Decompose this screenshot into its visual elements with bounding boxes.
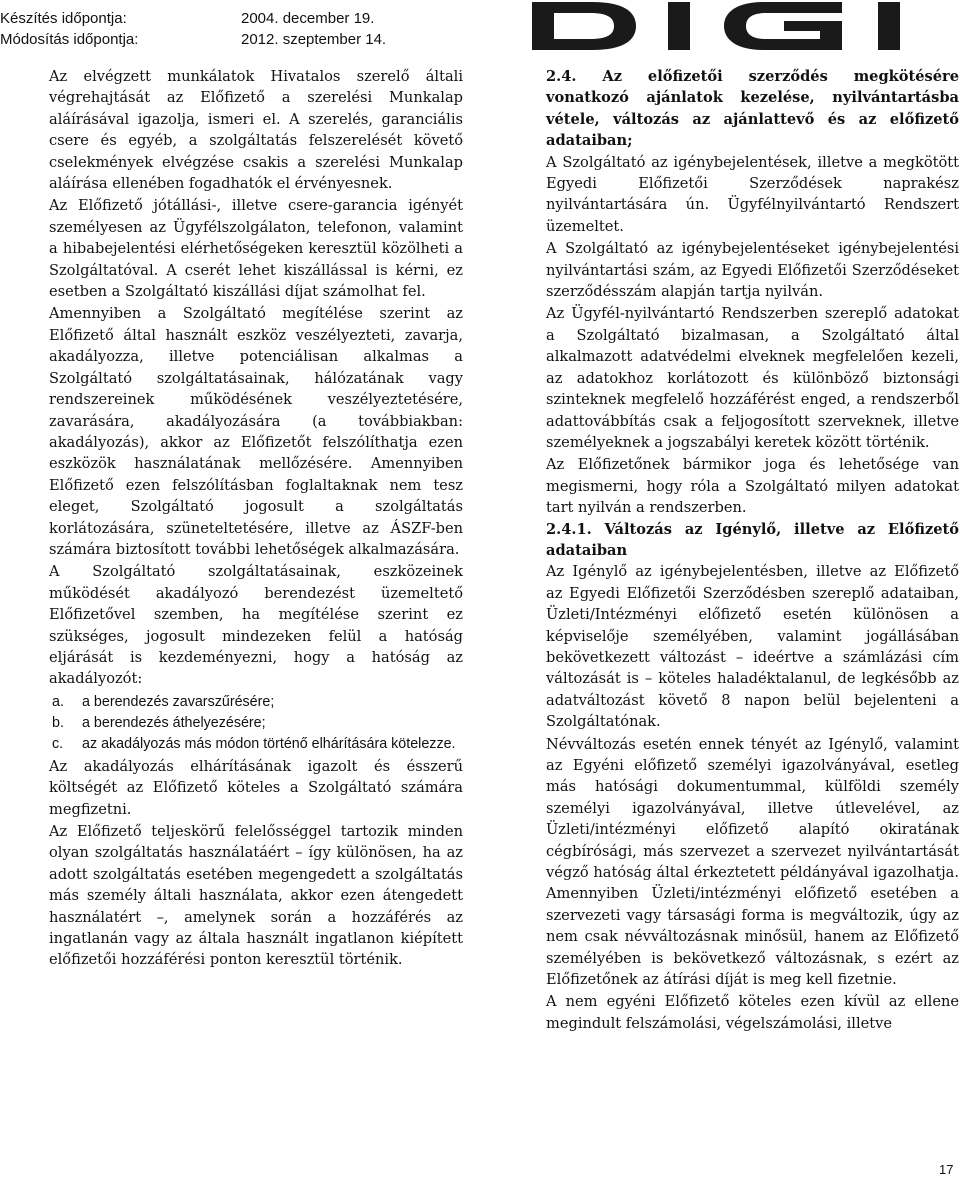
- list-text: az akadályozás más módon történő elhárítására kötelezze.: [82, 735, 456, 752]
- paragraph-subscriber-rights: Az Előfizetőnek bármikor joga és lehetősége van megismerni, hogy róla a Szolgáltató milyen adatokat tart nyilván a rendszerben.: [546, 456, 959, 517]
- paragraph-register: A Szolgáltató az igénybejelentések, illetve a megkötött Egyedi Előfizetői Szerződések naprakész nyilvántartására ún. Ügyfélnyilvántartó Rendszert üzemeltet.: [546, 153, 959, 235]
- paragraph-authority: A Szolgáltató szolgáltatásainak, eszközeinek működését akadályozó berendezést üzemeltető Előfizetővel szemben, ha megítélése szerint ez szükséges, jogosult mindezeken felül a hatóság eljárását is kezdeményezni, hogy a hatóság az akadályozót:: [49, 563, 463, 688]
- modified-row: [0, 31, 470, 49]
- created-row: [0, 10, 470, 28]
- created-label: Készítés időpontja:: [0, 10, 127, 27]
- modified-label: Módosítás időpontja:: [0, 31, 139, 48]
- list-item: [49, 692, 463, 713]
- paragraph-costs: Az akadályozás elhárításának igazolt és ésszerű költségét az Előfizető köteles a Szolgáltató számára megfizetni.: [49, 757, 463, 818]
- paragraph-data-change: Az Igénylő az igénybejelentésben, illetve az Előfizető az Egyedi Előfizetői Szerződésben szereplő adataiban, Üzleti/Intézményi előfizető esetén különösen a képviselője személyében, valamint jogállásában bekövetkezett változást – ideértve a számlázási cím változását is – köteles haladéktalanul, de legkésőbb az adatváltozást követő 8 napon belül bejelenteni a Szolgáltatónak.: [546, 563, 959, 731]
- list-text: a berendezés zavarszűrésére;: [82, 693, 275, 710]
- page-number: 17: [939, 1162, 954, 1177]
- list-marker: c.: [52, 735, 64, 752]
- paragraph-data-protection: Az Ügyfél-nyilvántartó Rendszerben szereplő adatokat a Szolgáltató bizalmasan, a Szolgáltató által alkalmazott adatvédelmi elveknek megfelelően kezeli, az adatokhoz korlátozott és különböző biztonsági szinteknek megfelelő hozzáférést enged, a rendszerből adattovábbítás csak a feljogosított szerveknek, illetve személyeknek a jogszabályi keretek között történik.: [546, 305, 959, 451]
- list-marker: a.: [52, 693, 64, 710]
- section-heading-2-4: 2.4. Az előfizetői szerződés megkötésére vonatkozó ajánlatok kezelése, nyilvántartásba vétele, változás az ajánlattevő és az előfizető adataiban;: [546, 68, 959, 150]
- right-column: [546, 66, 959, 1034]
- paragraph-liquidation: A nem egyéni Előfizető köteles ezen kívül az ellene megindult felszámolási, végelszámolási, illetve: [546, 993, 959, 1032]
- list-item: [49, 713, 463, 734]
- paragraph-warranty: Az Előfizető jótállási-, illetve csere-garancia igényét személyesen az Ügyfélszolgálaton, telefonon, valamint a hibabejelentési elérhetőségeken keresztül közölheti a Szolgáltatóval. A cserét lehet kiszállással is kérni, ez esetben a Szolgáltató kiszállási díjat számolhat fel.: [49, 197, 463, 301]
- paragraph-obstruction: Amennyiben a Szolgáltató megítélése szerint az Előfizető által használt eszköz veszélyezteti, zavarja, akadályozza, illetve potenciálisan alkalmas a Szolgáltató szolgáltatásainak, hálózatának vagy rendszereinek működésének veszélyeztetésére, zavarására, akadályozására (a továbbiakban: akadályozás), akkor az Előfizetőt felszólíthatja ezen eszközök használatának mellőzésére. Amennyiben Előfizető ezen felszólításban foglaltaknak nem tesz eleget, Szolgáltató jogosult a szolgáltatás korlátozására, szüneteltetésére, illetve az ÁSZF-ben számára biztosított további lehetőségek alkalmazására.: [49, 305, 463, 558]
- list-text: a berendezés áthelyezésére;: [82, 714, 266, 731]
- created-value: 2004. december 19.: [241, 10, 375, 27]
- paragraph-responsibility: Az Előfizető teljeskörű felelősséggel tartozik minden olyan szolgáltatás használatáért – így különösen, ha az adott szolgáltatás esetében megengedett a szolgáltatás más személy általi használata, akkor ezen átengedett használatért –, amelynek során a hozzáférés az ingatlanán vagy az általa használt ingatlanon kiépített előfizetői hozzáférési ponton keresztül történik.: [49, 823, 463, 969]
- obstruction-list: [49, 692, 463, 755]
- digi-logo: [532, 2, 958, 50]
- paragraph-installation: Az elvégzett munkálatok Hivatalos szerelő általi végrehajtását az Előfizető a szerelési Munkalap aláírásával igazolja, ismeri el. A szerelés, garanciális csere és egyéb, a szolgáltatás felszerelését követő cselekmények elvégzése csakis a szerelési Munkalap aláírása ellenében fogadhatók el érvényesnek.: [49, 68, 463, 193]
- section-heading-2-4-1: 2.4.1. Változás az Igénylő, illetve az Előfizető adataiban: [546, 520, 959, 559]
- paragraph-register-numbers: A Szolgáltató az igénybejelentéseket igénybejelentési nyilvántartási szám, az Egyedi Előfizetői Szerződéseket szerződésszám alapján tartja nyilván.: [546, 240, 959, 301]
- paragraph-name-change: Névváltozás esetén ennek tényét az Igénylő, valamint az Egyéni előfizető személyi igazolványával, esetleg más hatósági dokumentummal, külföldi személy személyi igazolványával, illetve útlevelével, az Üzleti/intézményi előfizető alapító okiratának cégbírósági, más szervezet a szervezet nyilvántartását végző hatóság által érkeztetett példányával igazolhatja. Amennyiben Üzleti/intézményi előfizető esetében a szervezeti vagy társasági forma is megváltozik, úgy az nem csak névváltozásnak minősül, hanem az Előfizető személyében is bekövetkező változásnak, s ezért az Előfizetőnek az átírási díját is meg kell fizetnie.: [546, 735, 959, 989]
- left-column: [49, 66, 463, 971]
- list-marker: b.: [52, 714, 64, 731]
- modified-value: 2012. szeptember 14.: [241, 31, 387, 48]
- list-item: [49, 734, 463, 755]
